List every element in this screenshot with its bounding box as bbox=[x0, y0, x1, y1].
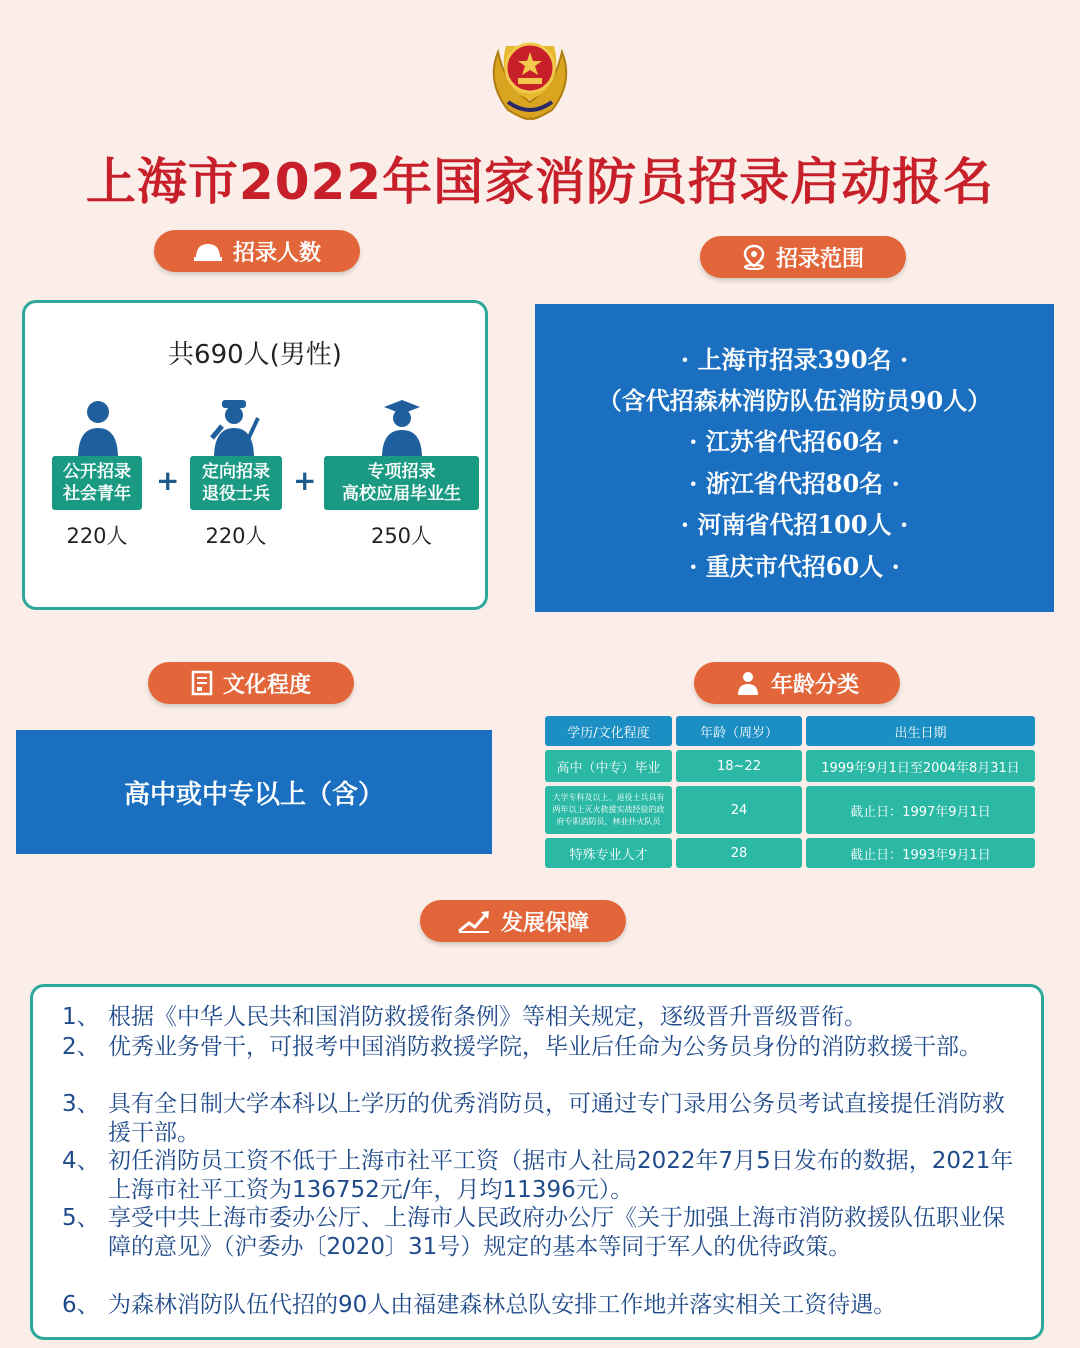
table-cell: 24 bbox=[676, 786, 802, 834]
soldier-figure-icon bbox=[204, 398, 264, 458]
section-header-development: 发展保障 bbox=[420, 900, 626, 942]
category-graduates: 专项招录 高校应届毕业生 bbox=[324, 456, 479, 510]
education-panel bbox=[16, 730, 492, 854]
table-cell: 截止日：1993年9月1日 bbox=[806, 838, 1035, 868]
category-public: 公开招录 社会青年 bbox=[52, 456, 142, 510]
list-item: 6、 为森林消防队伍代招的90人由福建森林总队安排工作地并落实相关工资待遇。 bbox=[62, 1292, 897, 1318]
count-total: 共690人(男性) bbox=[168, 340, 342, 370]
category-public-count: 220人 bbox=[66, 524, 128, 548]
table-cell: 1999年9月1日至2004年8月31日 bbox=[806, 750, 1035, 782]
scope-line: · 河南省代招100人 · bbox=[680, 510, 909, 539]
table-cell: 大学专科及以上、退役士兵具有两年以上灭火救援实战经验的政府专职消防员、林业扑火队员 bbox=[545, 786, 672, 834]
section-header-age: 年龄分类 bbox=[694, 662, 900, 704]
education-text: 高中或中专以上（含） bbox=[123, 779, 384, 810]
location-pin-icon bbox=[742, 244, 766, 270]
category-veterans-count: 220人 bbox=[205, 524, 267, 548]
graduate-figure-icon bbox=[372, 398, 432, 458]
document-icon bbox=[191, 670, 213, 696]
helmet-icon bbox=[193, 240, 223, 262]
list-item: 5、 享受中共上海市委办公厅、上海市人民政府办公厅《关于加强上海市消防救援队伍职业保障的意见》（沪委办〔2020〕31号）规定的基本等同于军人的优待政策。 bbox=[62, 1205, 1005, 1260]
scope-line: · 江苏省代招60名 · bbox=[689, 427, 900, 456]
list-item: 4、 初任消防员工资不低于上海市社平工资（据市人社局2022年7月5日发布的数据，2021年上海市社平工资为136752元/年，月均11396元）。 bbox=[62, 1148, 1014, 1203]
category-veterans: 定向招录 退役士兵 bbox=[190, 456, 282, 510]
person-icon bbox=[735, 670, 761, 696]
list-item: 2、 优秀业务骨干，可报考中国消防救援学院，毕业后任命为公务员身份的消防救援干部。 bbox=[62, 1034, 982, 1060]
table-header: 出生日期 bbox=[806, 716, 1035, 746]
list-item: 3、 具有全日制大学本科以上学历的优秀消防员，可通过专门录用公务员考试直接提任消防救援干部。 bbox=[62, 1091, 1005, 1146]
table-cell: 截止日：1997年9月1日 bbox=[806, 786, 1035, 834]
category-graduates-count: 250人 bbox=[370, 524, 433, 548]
scope-line: · 浙江省代招80名 · bbox=[689, 469, 900, 498]
table-cell: 特殊专业人才 bbox=[545, 838, 672, 868]
fire-rescue-emblem bbox=[478, 22, 582, 126]
scope-line: · 重庆市代招60人 · bbox=[689, 552, 900, 581]
section-header-count: 招录人数 bbox=[154, 230, 360, 272]
list-item: 1、 根据《中华人民共和国消防救援衔条例》等相关规定，逐级晋升晋级晋衔。 bbox=[62, 1004, 867, 1030]
table-cell: 高中（中专）毕业 bbox=[545, 750, 672, 782]
scope-line: · 上海市招录390名 · bbox=[680, 345, 909, 374]
plus-sign: + bbox=[293, 464, 317, 497]
page-title: 上海市2022年国家消防员招录启动报名 bbox=[85, 153, 995, 211]
section-header-education: 文化程度 bbox=[148, 662, 354, 704]
section-header-scope: 招录范围 bbox=[700, 236, 906, 278]
table-header: 学历/文化程度 bbox=[545, 716, 672, 746]
table-cell: 28 bbox=[676, 838, 802, 868]
plus-sign: + bbox=[156, 464, 180, 497]
growth-chart-icon bbox=[457, 909, 491, 933]
table-header: 年龄（周岁） bbox=[676, 716, 802, 746]
table-cell: 18~22 bbox=[676, 750, 802, 782]
civilian-figure-icon bbox=[68, 398, 128, 458]
scope-line: （含代招森林消防队伍消防员90人） bbox=[597, 386, 992, 415]
